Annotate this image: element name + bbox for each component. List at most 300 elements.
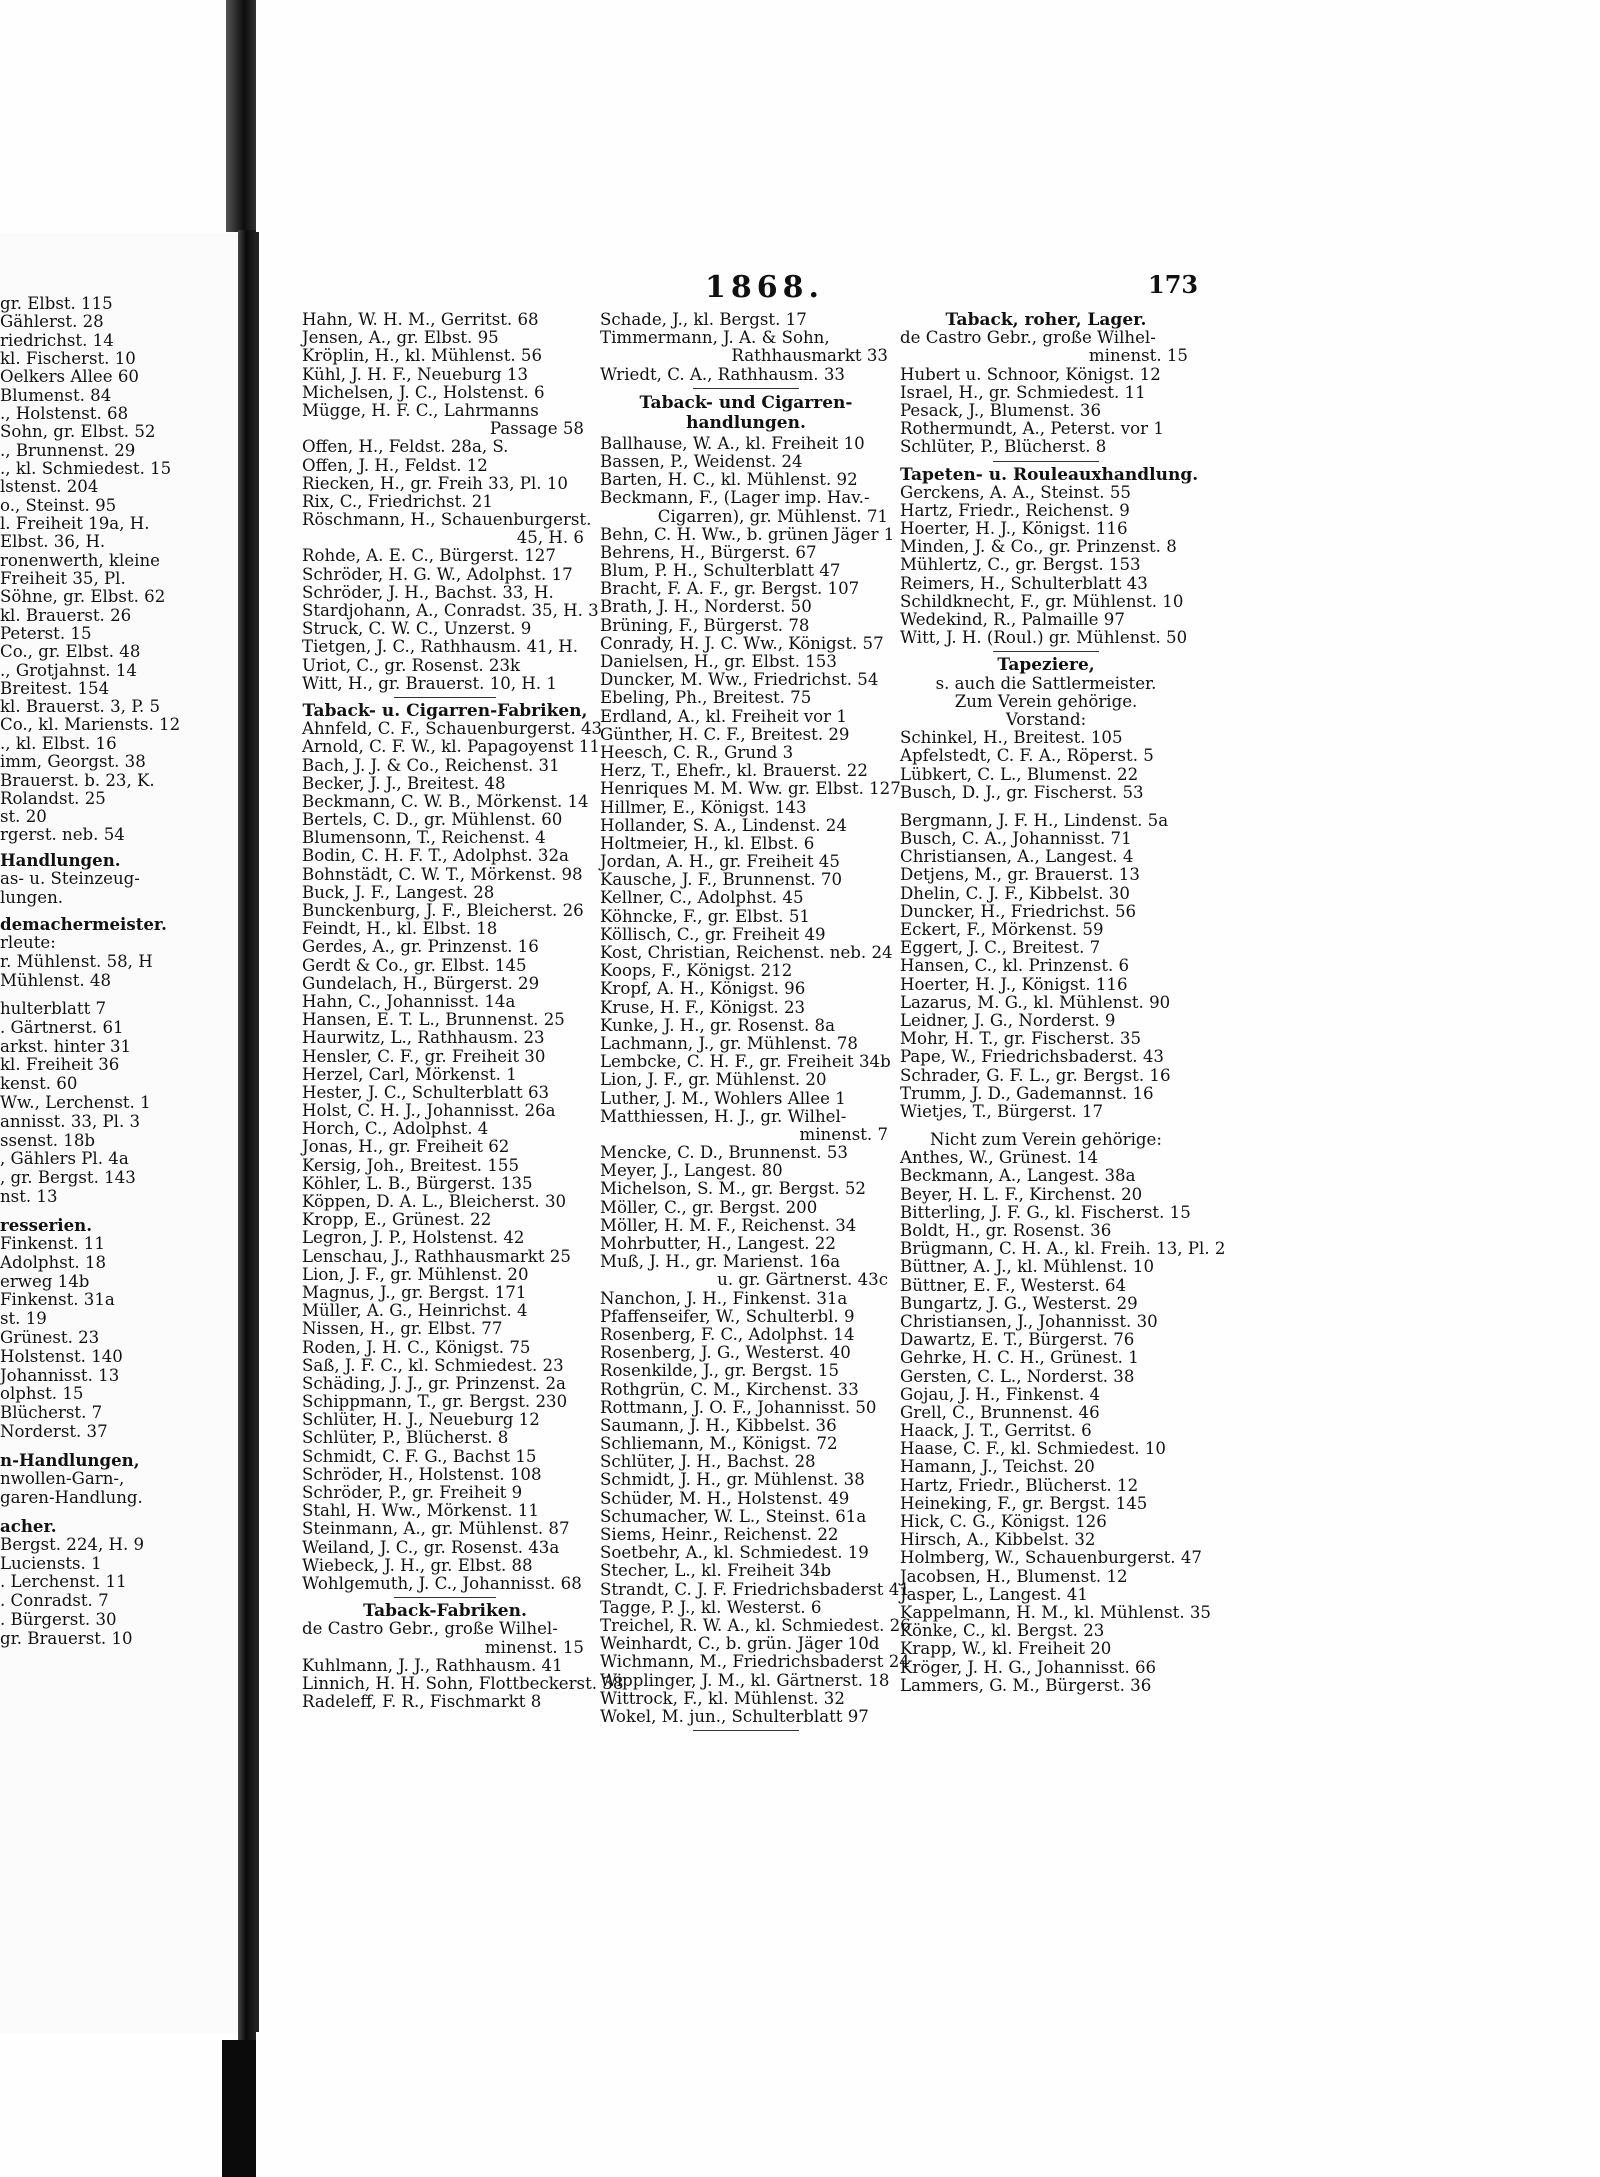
section-divider [600,384,892,393]
directory-entry: Ahnfeld, C. F., Schauenburgerst. 43 [302,719,603,739]
directory-entry: Hahn, W. H. M., Gerritst. 68 [302,310,539,329]
directory-entry: Büttner, E. F., Westerst. 64 [900,1275,1127,1295]
directory-entry: Saumann, J. H., Kibbelst. 36 [600,1415,837,1435]
left-page-line: demachermeister. [0,914,167,935]
directory-entry: Busch, D. J., gr. Fischerst. 53 [900,782,1144,802]
directory-entry: Tietgen, J. C., Rathhausm. 41, H. [302,637,578,657]
entry-continuation: minenst. 7 [799,1124,888,1144]
directory-entry: Schröder, J. H., Bachst. 33, H. [302,582,554,602]
left-page-line: gr. Brauerst. 10 [0,1628,133,1648]
directory-entry: Gojau, J. H., Finkenst. 4 [900,1384,1101,1404]
left-page-line: Handlungen. [0,850,121,871]
directory-entry: Brügmann, C. H. A., kl. Freih. 13, Pl. 2 [900,1239,1226,1259]
directory-entry: Lübkert, C. L., Blumenst. 22 [900,764,1139,784]
directory-entry: Holtmeier, H., kl. Elbst. 6 [600,833,815,853]
directory-entry: Büttner, A. J., kl. Mühlenst. 10 [900,1257,1155,1277]
directory-entry: Pesack, J., Blumenst. 36 [900,400,1102,420]
page-edge [256,232,259,2032]
directory-entry: de Castro Gebr., große Wilhel- [900,328,1156,348]
directory-entry: Kausche, J. F., Brunnenst. 70 [600,870,843,890]
directory-entry: Wietjes, T., Bürgerst. 17 [900,1101,1104,1121]
left-page-line: Blücherst. 7 [0,1403,103,1423]
entry-continuation: minenst. 15 [1088,346,1188,366]
directory-entry: Lion, J. F., gr. Mühlenst. 20 [600,1070,827,1090]
directory-entry: Lazarus, M. G., kl. Mühlenst. 90 [900,992,1171,1012]
directory-entry: Riecken, H., gr. Freih 33, Pl. 10 [302,473,568,493]
directory-entry: Koops, F., Königst. 212 [600,961,793,981]
directory-entry: Anthes, W., Grünest. 14 [900,1148,1099,1168]
left-page-line: gr. Elbst. 115 [0,294,113,313]
left-page-line: kenst. 60 [0,1074,78,1094]
directory-entry: Mühlertz, C., gr. Bergst. 153 [900,555,1141,575]
directory-entry: Becker, J. J., Breitest. 48 [302,773,506,793]
directory-column-2 [600,310,911,1735]
directory-entry: Nissen, H., gr. Elbst. 77 [302,1319,503,1339]
directory-entry: Leidner, J. G., Norderst. 9 [900,1010,1116,1030]
directory-entry: Horch, C., Adolphst. 4 [302,1119,489,1139]
directory-entry: Michelson, S. M., gr. Bergst. 52 [600,1179,866,1199]
directory-entry: Treichel, R. W. A., kl. Schmiedest. 26 [600,1615,911,1635]
left-page-line: Breitest. 154 [0,678,110,698]
page-header [300,270,1199,305]
directory-entry: Schlüter, H. J., Neueburg 12 [302,1410,540,1430]
left-page-line: Bergst. 224, H. 9 [0,1534,145,1554]
section-heading: Taback, roher, Lager. [945,310,1147,330]
page-year: 1868. [705,270,824,305]
directory-entry: Rothgrün, C. M., Kirchenst. 33 [600,1379,859,1399]
directory-entry: Timmermann, J. A. & Sohn, [600,328,830,348]
directory-entry: Bungartz, J. G., Westerst. 29 [900,1293,1138,1313]
left-page-line: rgerst. neb. 54 [0,825,125,845]
left-page-line: kl. Fischerst. 10 [0,348,136,368]
directory-entry: Kruse, H. F., Königst. 23 [600,997,806,1017]
left-page-line: Co., kl. Mariensts. 12 [0,715,181,735]
section-divider [302,1593,588,1602]
left-page-line: kl. Brauerst. 3, P. 5 [0,697,161,717]
directory-entry: Köhler, L. B., Bürgerst. 135 [302,1173,533,1193]
directory-entry: Behn, C. H. Ww., b. grünen Jäger 1 [600,524,895,544]
entry-continuation: 45, H. 6 [516,528,584,548]
left-page-line: acher. [0,1516,57,1536]
section-note: Vorstand: [1005,709,1087,729]
directory-entry: Radeleff, F. R., Fischmarkt 8 [302,1692,542,1712]
directory-entry: Weiland, J. C., gr. Rosenst. 43a [302,1537,560,1557]
left-page-line: Sohn, gr. Elbst. 52 [0,422,156,442]
directory-entry: Christiansen, J., Johannisst. 30 [900,1311,1158,1331]
entry-continuation: Passage 58 [489,419,584,439]
directory-entry: Kellner, C., Adolphst. 45 [600,888,804,908]
left-page-line: n-Handlungen, [0,1450,140,1471]
directory-entry: Beckmann, A., Langest. 38a [900,1166,1136,1186]
directory-entry: Pape, W., Friedrichsbaderst. 43 [900,1047,1164,1067]
left-page-line: . Conradst. 7 [0,1591,109,1611]
section-note: Zum Verein gehörige. [954,691,1138,711]
left-page-line: Rolandst. 25 [0,788,106,808]
directory-entry: Brüning, F., Bürgerst. 78 [600,615,810,635]
directory-entry: Bodin, C. H. F. T., Adolphst. 32a [302,846,569,866]
directory-entry: Bassen, P., Weidenst. 24 [600,451,803,471]
left-page-line: Gählerst. 28 [0,312,104,332]
directory-column-3 [900,310,1226,1695]
left-page-line: Mühlenst. 48 [0,970,112,990]
directory-entry: Schröder, H., Holstenst. 108 [302,1464,542,1484]
directory-entry: Erdland, A., kl. Freiheit vor 1 [600,706,847,726]
directory-entry: Magnus, J., gr. Bergst. 171 [302,1282,527,1302]
left-page-line: Norderst. 37 [0,1422,108,1441]
left-page-line: riedrichst. 14 [0,330,114,350]
directory-entry: Schlüter, P., Blücherst. 8 [900,437,1107,457]
entry-continuation: minenst. 15 [484,1637,584,1657]
directory-entry: Lachmann, J., gr. Mühlenst. 78 [600,1033,858,1053]
directory-entry: Bach, J. J. & Co., Reichenst. 31 [302,755,560,775]
directory-entry: Israel, H., gr. Schmiedest. 11 [900,382,1146,402]
left-page-line: Ww., Lerchenst. 1 [0,1093,151,1112]
directory-entry: Hamann, J., Teichst. 20 [900,1457,1095,1477]
directory-entry: Haack, J. T., Gerritst. 6 [900,1421,1092,1441]
directory-entry: Dhelin, C. J. F., Kibbelst. 30 [900,883,1130,903]
page-number: 173 [1148,270,1199,299]
section-heading: Taback- u. Cigarren-Fabriken, [302,700,588,721]
directory-entry: Offen, J. H., Feldst. 12 [302,455,488,475]
book-spine-bottom [222,2040,256,2177]
left-page-line: . Lerchenst. 11 [0,1572,127,1592]
directory-entry: Schildknecht, F., gr. Mühlenst. 10 [900,591,1184,611]
directory-entry: Muß, J. H., gr. Marienst. 16a [600,1252,841,1272]
directory-entry: Köhncke, F., gr. Elbst. 51 [600,906,810,926]
directory-entry: Schröder, P., gr. Freiheit 9 [302,1483,523,1502]
directory-entry: Kröplin, H., kl. Mühlenst. 56 [302,346,543,366]
directory-entry: Kersig, Joh., Breitest. 155 [302,1155,519,1175]
left-page-line: st. 19 [0,1309,47,1329]
left-page-line: Holstenst. 140 [0,1346,123,1366]
directory-entry: Wohlgemuth, J. C., Johannisst. 68 [302,1573,582,1593]
directory-entry: Strandt, C. J. F. Friedrichsbaderst 41 [600,1579,910,1599]
directory-entry: Herzel, Carl, Mörkenst. 1 [302,1064,517,1084]
entry-continuation: Rathhausmarkt 33 [731,346,888,366]
directory-entry: Beckmann, F., (Lager imp. Hav.- [600,488,870,508]
directory-entry: Meyer, J., Langest. 80 [600,1161,783,1181]
directory-entry: Uriot, C., gr. Rosenst. 23k [302,655,521,675]
left-page-line: lungen. [0,888,64,908]
directory-entry: Feindt, H., kl. Elbst. 18 [302,919,498,939]
directory-entry: Hahn, C., Johannisst. 14a [302,991,516,1011]
section-divider [900,457,1192,466]
left-page-line: resserien. [0,1215,92,1236]
directory-entry: Gersten, C. L., Norderst. 38 [900,1366,1135,1386]
left-page-line: Adolphst. 18 [0,1252,107,1272]
left-page-line: o., Steinst. 95 [0,495,117,515]
directory-entry: Rosenkilde, J., gr. Bergst. 15 [600,1361,840,1381]
left-page-line: nst. 13 [0,1187,58,1206]
directory-entry: Barten, H. C., kl. Mühlenst. 92 [600,470,858,490]
directory-entry: Wiebeck, J. H., gr. Elbst. 88 [302,1555,533,1575]
directory-entry: Kost, Christian, Reichenst. neb. 24 [600,943,893,962]
directory-entry: Conrady, H. J. C. Ww., Königst. 57 [600,633,884,653]
directory-entry: Wichmann, M., Friedrichsbaderst 24 [600,1652,910,1672]
left-page-line: l. Freiheit 19a, H. [0,513,150,533]
directory-entry: Mohrbutter, H., Langest. 22 [600,1234,836,1253]
directory-entry: Hubert u. Schnoor, Königst. 12 [900,364,1161,384]
section-divider [302,693,588,702]
left-page-line: , Gählers Pl. 4a [0,1149,129,1169]
directory-entry: Lion, J. F., gr. Mühlenst. 20 [302,1264,529,1284]
directory-entry: Schumacher, W. L., Steinst. 61a [600,1506,867,1526]
directory-entry: Günther, H. C. F., Breitest. 29 [600,724,850,744]
directory-entry: Mohr, H. T., gr. Fischerst. 35 [900,1029,1141,1049]
directory-entry: Heineking, F., gr. Bergst. 145 [900,1493,1148,1513]
directory-entry: Müller, A. G., Heinrichst. 4 [302,1301,528,1321]
left-page-line: Elbst. 36, H. [0,532,106,552]
directory-entry: Brath, J. H., Norderst. 50 [600,597,812,617]
directory-entry: Lammers, G. M., Bürgerst. 36 [900,1675,1152,1695]
directory-entry: Hansen, C., kl. Prinzenst. 6 [900,956,1130,976]
directory-entry: Nanchon, J. H., Finkenst. 31a [600,1288,848,1308]
directory-entry: Roden, J. H. C., Königst. 75 [302,1337,531,1357]
directory-entry: Siems, Heinr., Reichenst. 22 [600,1525,839,1544]
entry-continuation: Cigarren), gr. Mühlenst. 71 [657,506,888,526]
left-page-line: Freiheit 35, Pl. [0,568,126,588]
directory-entry: Schrader, G. F. L., gr. Bergst. 16 [900,1065,1171,1085]
directory-entry: Schliemann, M., Königst. 72 [600,1434,838,1454]
directory-entry: Bitterling, J. F. G., kl. Fischerst. 15 [900,1202,1191,1222]
directory-entry: Pfaffenseifer, W., Schulterbl. 9 [600,1306,855,1326]
book-spine [238,230,256,2050]
section-heading: Taback-Fabriken. [363,1601,527,1622]
directory-entry: Hoerter, H. J., Königst. 116 [900,974,1128,994]
left-page-line: st. 20 [0,807,47,827]
directory-entry: Wipplinger, J. M., kl. Gärtnerst. 18 [600,1670,890,1690]
directory-entry: Linnich, H. H. Sohn, Flottbeckerst. 38 [302,1673,624,1693]
directory-entry: Dawartz, E. T., Bürgerst. 76 [900,1330,1135,1350]
directory-entry: Mencke, C. D., Brunnenst. 53 [600,1143,848,1163]
directory-entry: Schmidt, C. F. G., Bachst 15 [302,1446,537,1466]
directory-entry: Wriedt, C. A., Rathhausm. 33 [600,364,845,384]
directory-entry: Matthiessen, H. J., gr. Wilhel- [600,1106,847,1126]
directory-entry: Rosenberg, F. C., Adolphst. 14 [600,1324,855,1344]
left-page-line: Grünest. 23 [0,1328,100,1347]
directory-entry: Jordan, A. H., gr. Freiheit 45 [600,852,840,872]
directory-entry: Kröger, J. H. G., Johannisst. 66 [900,1657,1157,1677]
left-page-line: . Bürgerst. 30 [0,1610,117,1629]
directory-entry: Eckert, F., Mörkenst. 59 [900,920,1104,939]
section-heading: Taback- und Cigarren-handlungen. [639,392,853,433]
directory-entry: Stardjohann, A., Conradst. 35, H. 3 [302,601,599,620]
left-page-line: ., kl. Schmiedest. 15 [0,458,172,478]
left-page-line: r. Mühlenst. 58, H [0,952,153,971]
directory-entry: Eggert, J. C., Breitest. 7 [900,938,1101,958]
directory-entry: Arnold, C. F. W., kl. Papagoyenst 11 [302,737,600,757]
directory-entry: Schlüter, P., Blücherst. 8 [302,1428,509,1448]
directory-entry: Christiansen, A., Langest. 4 [900,847,1134,867]
directory-entry: Heesch, C. R., Grund 3 [600,742,794,762]
directory-entry: Hollander, S. A., Lindenst. 24 [600,815,847,835]
directory-entry: Beyer, H. L. F., Kirchenst. 20 [900,1184,1143,1204]
directory-entry: Legron, J. P., Holstenst. 42 [302,1228,525,1248]
left-page-line: , gr. Bergst. 143 [0,1168,136,1188]
directory-entry: Blum, P. H., Schulterblatt 47 [600,561,841,581]
directory-entry: Kühl, J. H. F., Neueburg 13 [302,364,529,384]
directory-entry: Möller, H. M. F., Reichenst. 34 [600,1215,857,1235]
left-page-line: ., Holstenst. 68 [0,403,129,423]
directory-entry: Schmidt, J. H., gr. Mühlenst. 38 [600,1470,865,1490]
left-page-line: erweg 14b [0,1271,90,1291]
left-page-line: Johannisst. 13 [0,1365,120,1385]
left-page-line: Blumenst. 84 [0,385,112,405]
directory-entry: Herz, T., Ehefr., kl. Brauerst. 22 [600,761,868,781]
directory-entry: Kropp, E., Grünest. 22 [302,1210,492,1230]
left-page-line: Brauerst. b. 23, K. [0,770,155,790]
directory-entry: Jacobsen, H., Blumenst. 12 [900,1566,1128,1586]
left-page-line: nwollen-Garn-, [0,1469,125,1488]
directory-entry: Gehrke, H. C. H., Grünest. 1 [900,1348,1139,1368]
directory-entry: Gerckens, A. A., Steinst. 55 [900,482,1131,502]
directory-entry: Hartz, Friedr., Reichenst. 9 [900,500,1130,520]
directory-entry: Hick, C. G., Königst. 126 [900,1512,1107,1531]
book-spine-top [226,0,256,232]
directory-entry: Kropf, A. H., Königst. 96 [600,979,806,999]
directory-entry: Reimers, H., Schulterblatt 43 [900,573,1148,593]
directory-entry: Luther, J. M., Wohlers Allee 1 [600,1088,846,1108]
left-page-line: Finkenst. 31a [0,1290,115,1310]
directory-entry: Bohnstädt, C. W. T., Mörkenst. 98 [302,864,583,884]
directory-entry: Hansen, E. T. L., Brunnenst. 25 [302,1010,565,1030]
directory-entry: Jasper, L., Langest. 41 [900,1584,1088,1604]
directory-entry: Duncker, M. Ww., Friedrichst. 54 [600,670,879,690]
directory-entry: Hester, J. C., Schulterblatt 63 [302,1082,550,1102]
left-page-line: kl. Brauerst. 26 [0,605,132,625]
directory-entry: Hensler, C. F., gr. Freiheit 30 [302,1046,546,1066]
left-page-line: annisst. 33, Pl. 3 [0,1111,141,1131]
left-page-line: ssenst. 18b [0,1130,96,1150]
directory-entry: Struck, C. W. C., Unzerst. 9 [302,619,532,639]
left-page-line: rleute: [0,933,56,953]
directory-entry: Holst, C. H. J., Johannisst. 26a [302,1101,556,1121]
left-page-line: olphst. 15 [0,1384,84,1404]
left-page-line: Oelkers Allee 60 [0,367,139,387]
directory-entry: Lembcke, C. H. F., gr. Freiheit 34b [600,1052,891,1072]
directory-entry: Schinkel, H., Breitest. 105 [900,728,1123,748]
directory-entry: Witt, H., gr. Brauerst. 10, H. 1 [302,673,557,693]
left-page-line: kl. Freiheit 36 [0,1055,120,1075]
directory-entry: Steinmann, A., gr. Mühlenst. 87 [302,1519,570,1539]
directory-entry: Hirsch, A., Kibbelst. 32 [900,1530,1096,1550]
directory-entry: Busch, C. A., Johannisst. 71 [900,829,1132,849]
section-heading: Tapeten- u. Rouleauxhandlung. [900,464,1199,485]
left-page-line: as- u. Steinzeug- [0,869,140,889]
directory-entry: Danielsen, H., gr. Elbst. 153 [600,652,837,671]
directory-entry: Offen, H., Feldst. 28a, S. [302,437,509,457]
directory-entry: Blumensonn, T., Reichenst. 4 [302,828,546,848]
left-page-line: Finkenst. 11 [0,1234,105,1253]
directory-entry: Minden, J. & Co., gr. Prinzenst. 8 [900,537,1177,557]
directory-entry: Schlüter, J. H., Bachst. 28 [600,1452,816,1472]
directory-entry: Hillmer, E., Königst. 143 [600,797,807,817]
directory-entry: Bracht, F. A. F., gr. Bergst. 107 [600,579,860,599]
directory-entry: Henriques M. M. Ww. gr. Elbst. 127 [600,779,901,799]
directory-entry: Detjens, M., gr. Brauerst. 13 [900,865,1140,885]
section-divider [600,1726,892,1735]
directory-entry: Haurwitz, L., Rathhausm. 23 [302,1028,545,1048]
directory-entry: Boldt, H., gr. Rosenst. 36 [900,1221,1112,1240]
left-page-line: ronenwerth, kleine [0,550,160,570]
directory-entry: Schippmann, T., gr. Bergst. 230 [302,1392,568,1412]
section-heading: Tapeziere, [997,655,1095,676]
left-page-fragment [0,233,238,2033]
directory-entry: Könke, C., kl. Bergst. 23 [900,1621,1105,1641]
directory-entry: Buck, J. F., Langest. 28 [302,882,495,902]
directory-entry: Holmberg, W., Schauenburgerst. 47 [900,1548,1202,1568]
directory-entry: Grell, C., Brunnenst. 46 [900,1402,1100,1422]
directory-entry: Schäding, J. J., gr. Prinzenst. 2a [302,1373,566,1393]
directory-entry: Ebeling, Ph., Breitest. 75 [600,688,812,708]
directory-entry: Duncker, H., Friedrichst. 56 [900,901,1137,921]
directory-entry: Stecher, L., kl. Freiheit 34b [600,1561,832,1581]
directory-entry: Wittrock, F., kl. Mühlenst. 32 [600,1688,845,1708]
directory-entry: Gerdt & Co., gr. Elbst. 145 [302,955,527,975]
directory-entry: Behrens, H., Bürgerst. 67 [600,542,817,562]
directory-entry: Trumm, J. D., Gademannst. 16 [900,1083,1154,1103]
section-divider [900,647,1192,656]
directory-entry: Rosenberg, J. G., Westerst. 40 [600,1343,851,1363]
left-page-line: hulterblatt 7 [0,999,107,1018]
directory-entry: Soetbehr, A., kl. Schmiedest. 19 [600,1543,869,1563]
left-page-line: Luciensts. 1 [0,1553,102,1573]
left-page-line: garen-Handlung. [0,1487,143,1507]
directory-entry: Beckmann, C. W. B., Mörkenst. 14 [302,791,589,811]
directory-entry: Möller, C., gr. Bergst. 200 [600,1197,818,1217]
section-note: Nicht zum Verein gehörige: [930,1130,1162,1150]
directory-entry: Lenschau, J., Rathhausmarkt 25 [302,1246,571,1266]
directory-entry: Kappelmann, H. M., kl. Mühlenst. 35 [900,1602,1211,1622]
directory-entry: Weinhardt, C., b. grün. Jäger 10d [600,1634,880,1654]
directory-entry: Rottmann, J. O. F., Johannisst. 50 [600,1397,877,1417]
directory-entry: Saß, J. F. C., kl. Schmiedest. 23 [302,1355,564,1375]
directory-entry: Schüder, M. H., Holstenst. 49 [600,1488,850,1508]
directory-entry: Michelsen, J. C., Holstenst. 6 [302,382,545,402]
directory-entry: Krapp, W., kl. Freiheit 20 [900,1639,1112,1659]
left-page-line: Co., gr. Elbst. 48 [0,642,141,662]
directory-entry: Jonas, H., gr. Freiheit 62 [302,1137,510,1157]
left-page-line: ., Grotjahnst. 14 [0,660,137,680]
directory-entry: Hoerter, H. J., Königst. 116 [900,519,1128,539]
directory-entry: Tagge, P. J., kl. Westerst. 6 [600,1597,822,1617]
directory-entry: Witt, J. H. (Roul.) gr. Mühlenst. 50 [900,628,1188,648]
directory-entry: Schade, J., kl. Bergst. 17 [600,310,807,329]
directory-entry: Hartz, Friedr., Blücherst. 12 [900,1475,1139,1495]
directory-entry: Kuhlmann, J. J., Rathhausm. 41 [302,1655,563,1675]
directory-entry: Stahl, H. Ww., Mörkenst. 11 [302,1501,539,1521]
left-page-line: arkst. hinter 31 [0,1036,132,1056]
directory-entry: Kunke, J. H., gr. Rosenst. 8a [600,1015,836,1035]
directory-entry: Bergmann, J. F. H., Lindenst. 5a [900,810,1169,830]
directory-entry: Gundelach, H., Bürgerst. 29 [302,973,540,993]
directory-entry: Rohde, A. E. C., Bürgerst. 127 [302,546,556,566]
directory-entry: Bertels, C. D., gr. Mühlenst. 60 [302,810,563,830]
directory-entry: Gerdes, A., gr. Prinzenst. 16 [302,937,539,957]
section-note: s. auch die Sattlermeister. [935,673,1157,693]
directory-entry: Rothermundt, A., Peterst. vor 1 [900,419,1164,439]
directory-entry: Mügge, H. F. C., Lahrmanns [302,400,539,420]
directory-entry: Köppen, D. A. L., Bleicherst. 30 [302,1192,567,1211]
left-page-line: imm, Georgst. 38 [0,752,146,772]
directory-entry: Jensen, A., gr. Elbst. 95 [302,328,499,348]
directory-entry: Schröder, H. G. W., Adolphst. 17 [302,564,573,584]
directory-entry: Haase, C. F., kl. Schmiedest. 10 [900,1439,1166,1459]
left-page-line: Peterst. 15 [0,623,92,643]
left-page-line: ., kl. Elbst. 16 [0,733,117,753]
left-page-line: ., Brunnenst. 29 [0,440,136,460]
directory-column-1 [302,310,624,1712]
